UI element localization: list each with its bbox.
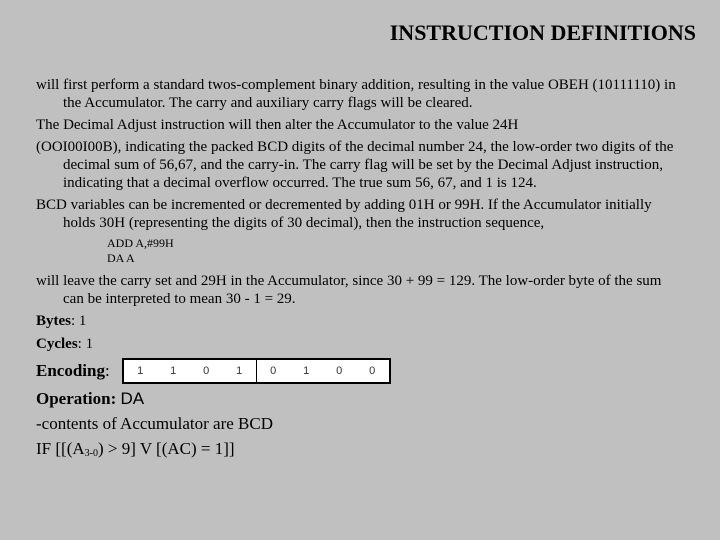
encoding-bit: 1 [170, 365, 177, 377]
encoding-bit: 0 [336, 365, 343, 377]
encoding-bit: 0 [270, 365, 277, 377]
if-subscript: 3-0 [84, 448, 98, 459]
paragraph-4: BCD variables can be incremented or decremented by adding 01H or 99H. If the Accumulator initially holds 30H (representing the digits of 30 decimal), then the instruction sequence, [36, 197, 652, 231]
bytes-line [36, 312, 686, 330]
if-suffix: ) > 9] V [(AC) = 1]] [97, 439, 235, 458]
bytes-value: : 1 [71, 313, 87, 329]
operation-label: Operation: [36, 389, 117, 408]
encoding-bit: 1 [303, 365, 310, 377]
bytes-label: Bytes [36, 313, 71, 329]
code-block [36, 236, 686, 266]
encoding-label: Encoding [36, 361, 105, 380]
if-prefix: IF [[(A [36, 439, 85, 458]
if-line [36, 439, 686, 464]
operation-line [36, 389, 686, 409]
code-line-1: ADD A,#99H [107, 236, 174, 250]
page-title: INSTRUCTION DEFINITIONS [389, 20, 696, 45]
paragraph-1: will first perform a standard twos-complement binary addition, resulting in the value OBEH (10111110) in the Accumulator. The carry and auxiliary carry flags will be cleared. [36, 77, 676, 111]
encoding-line [36, 358, 686, 384]
content-body [36, 76, 686, 469]
encoding-bit: 1 [236, 365, 243, 377]
cycles-line [36, 335, 686, 353]
encoding-bit: 0 [203, 365, 210, 377]
cycles-value: : 1 [77, 336, 94, 352]
code-line-2: DA A [107, 251, 135, 265]
paragraph-2: The Decimal Adjust instruction will then alter the Accumulator to the value 24H [36, 117, 519, 133]
cycles-label: Cycles [36, 336, 78, 352]
encoding-table [122, 358, 391, 384]
encoding-bit: 1 [137, 365, 144, 377]
paragraph-3: (OOI00I00B), indicating the packed BCD digits of the decimal number 24, the low-order two digits of the decimal sum of 56,67, and the carry-in. The carry flag will be set by the Decimal Adjust instruction, indicating that a decimal overflow occurred. The true sum 56, 67, and 1 is 124. [36, 139, 674, 191]
contents-line: -contents of Accumulator are BCD [36, 414, 273, 433]
paragraph-5: will leave the carry set and 29H in the Accumulator, since 30 + 99 = 129. The low-order byte of the sum can be interpreted to mean 30 - 1 = 29. [36, 273, 662, 307]
operation-value: DA [120, 389, 145, 408]
encoding-colon: : [104, 361, 110, 380]
encoding-bit: 0 [369, 365, 376, 377]
